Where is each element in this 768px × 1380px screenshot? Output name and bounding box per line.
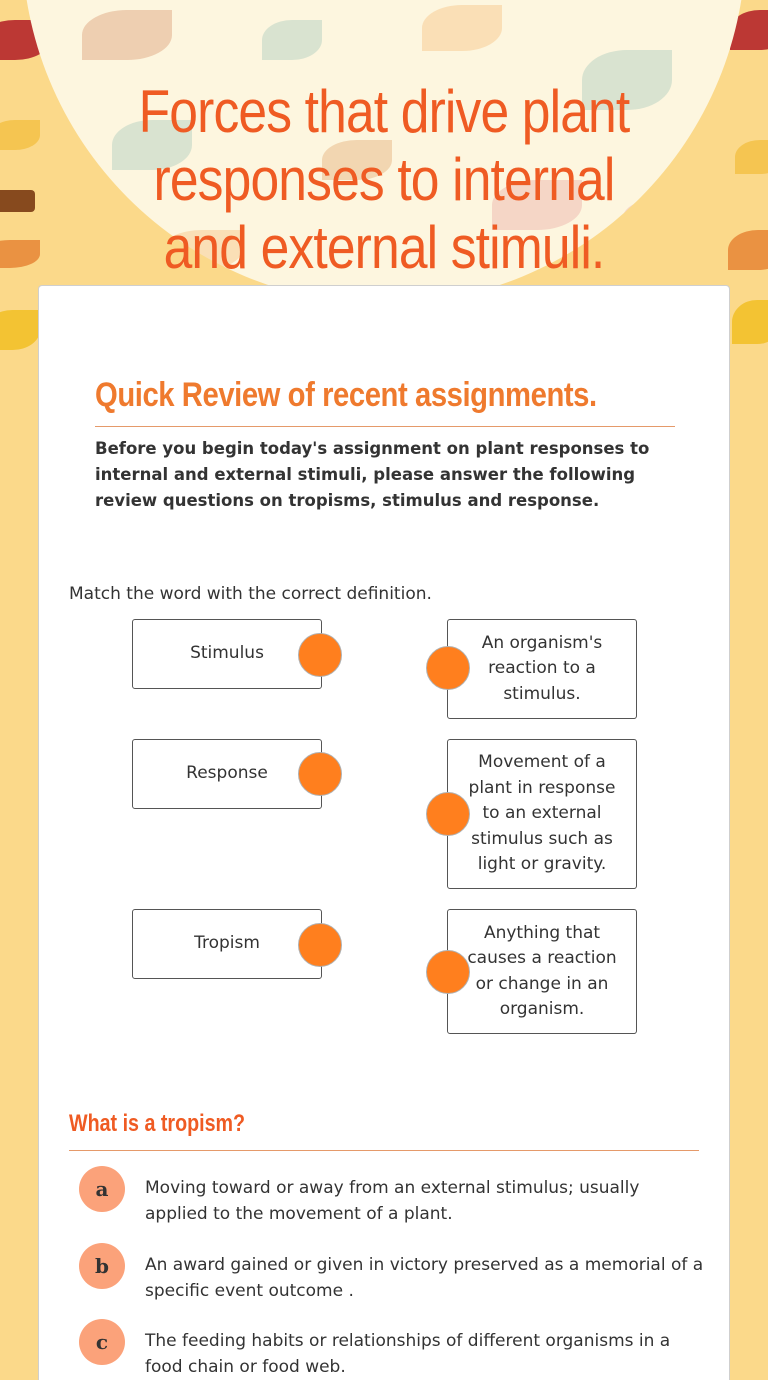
question-divider xyxy=(69,1150,699,1151)
option-letter-badge[interactable]: c xyxy=(79,1319,125,1365)
match-connector-term-1[interactable] xyxy=(298,633,342,677)
option-letter-badge[interactable]: a xyxy=(79,1166,125,1212)
match-definition-3[interactable] xyxy=(447,909,637,1034)
match-definition-label: Movement of a plant in response to an external stimulus such as light or gravity. xyxy=(468,752,616,875)
option-letter-badge[interactable]: b xyxy=(79,1243,125,1289)
section-heading: Quick Review of recent assignments. xyxy=(95,376,597,414)
match-connector-term-3[interactable] xyxy=(298,923,342,967)
match-term-stimulus[interactable] xyxy=(132,619,322,689)
question-title: What is a tropism? xyxy=(69,1110,246,1137)
page-title: Forces that drive plant responses to internal and external stimuli. xyxy=(138,78,630,281)
match-definition-2[interactable] xyxy=(447,739,637,889)
match-definition-label: Anything that causes a reaction or change in an organism. xyxy=(467,922,617,1019)
option-text: Moving toward or away from an external stimulus; usually applied to the movement of a plant. xyxy=(145,1178,640,1224)
match-term-label: Tropism xyxy=(194,933,260,954)
match-definition-1[interactable] xyxy=(447,619,637,719)
match-term-tropism[interactable] xyxy=(132,909,322,979)
section-divider xyxy=(95,426,675,427)
worksheet-card xyxy=(38,285,730,1380)
match-connector-definition-2[interactable] xyxy=(426,792,470,836)
match-term-response[interactable] xyxy=(132,739,322,809)
section-intro: Before you begin today's assignment on plant responses to internal and external stimuli, please answer the following review questions on tropisms, stimulus and response. xyxy=(95,439,650,510)
match-connector-definition-1[interactable] xyxy=(426,646,470,690)
match-connector-term-2[interactable] xyxy=(298,752,342,796)
match-definition-label: An organism's reaction to a stimulus. xyxy=(481,632,603,704)
match-term-label: Stimulus xyxy=(190,643,264,664)
option-text: An award gained or given in victory preserved as a memorial of a specific event outcome . xyxy=(145,1255,704,1301)
option-text: The feeding habits or relationships of different organisms in a food chain or food web. xyxy=(145,1331,671,1377)
match-term-label: Response xyxy=(186,763,268,784)
match-connector-definition-3[interactable] xyxy=(426,950,470,994)
matching-instruction: Match the word with the correct definition. xyxy=(69,584,432,604)
